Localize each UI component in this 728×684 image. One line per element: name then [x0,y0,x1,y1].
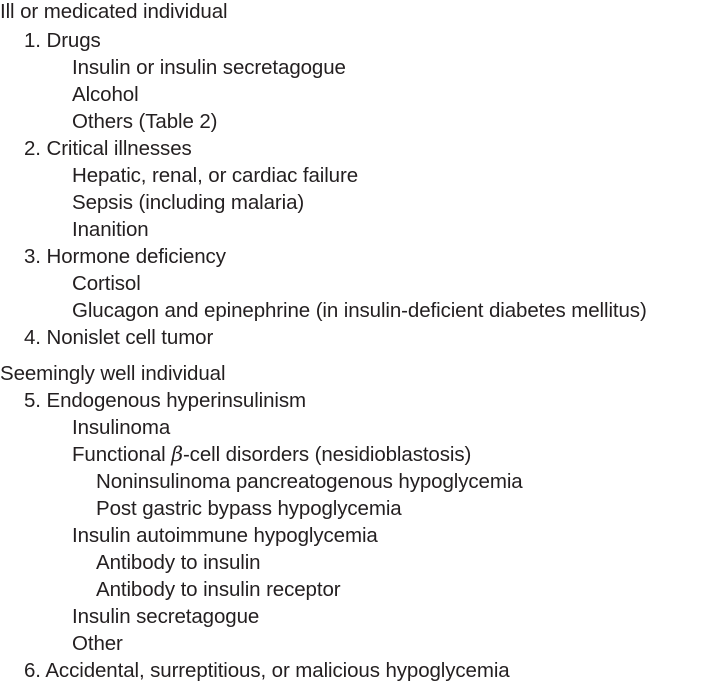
list-subitem: Sepsis (including malaria) [72,191,305,214]
list-subitem-functional-beta-cell [0,441,471,468]
list-item-drugs: 1. Drugs [24,29,101,52]
text-fragment: Functional [72,443,172,466]
list-subitem: Insulin or insulin secretagogue [72,56,346,79]
list-item-endogenous-hyperinsulinism: 5. Endogenous hyperinsulinism [24,389,306,412]
list-subitem: Hepatic, renal, or cardiac failure [72,164,359,187]
beta-symbol: β [171,442,183,466]
list-subitem: Insulin autoimmune hypoglycemia [72,524,378,547]
list-subitem: Insulin secretagogue [72,605,260,628]
list-subsubitem: Noninsulinoma pancreatogenous hypoglycemia [96,470,523,493]
list-item-nonislet-cell-tumor: 4. Nonislet cell tumor [24,326,214,349]
list-item-hormone-deficiency: 3. Hormone deficiency [24,245,226,268]
list-subitem: Insulinoma [72,416,171,439]
list-subsubitem: Antibody to insulin [96,551,261,574]
list-subitem: Glucagon and epinephrine (in insulin-deficient diabetes mellitus) [72,299,647,322]
list-subsubitem: Post gastric bypass hypoglycemia [96,497,402,520]
text-fragment: -cell disorders (nesidioblastosis) [182,443,472,466]
list-subitem: Other [72,632,123,655]
list-subitem: Alcohol [72,83,139,106]
list-item-critical-illnesses: 2. Critical illnesses [24,137,192,160]
list-item-accidental-hypoglycemia: 6. Accidental, surreptitious, or malicious hypoglycemia [24,659,510,682]
list-subsubitem: Antibody to insulin receptor [96,578,341,601]
section-heading-well: Seemingly well individual [0,362,226,385]
list-subitem: Others (Table 2) [72,110,218,133]
list-subitem: Cortisol [72,272,141,295]
section-heading-ill: Ill or medicated individual [0,0,228,23]
list-subitem: Inanition [72,218,149,241]
